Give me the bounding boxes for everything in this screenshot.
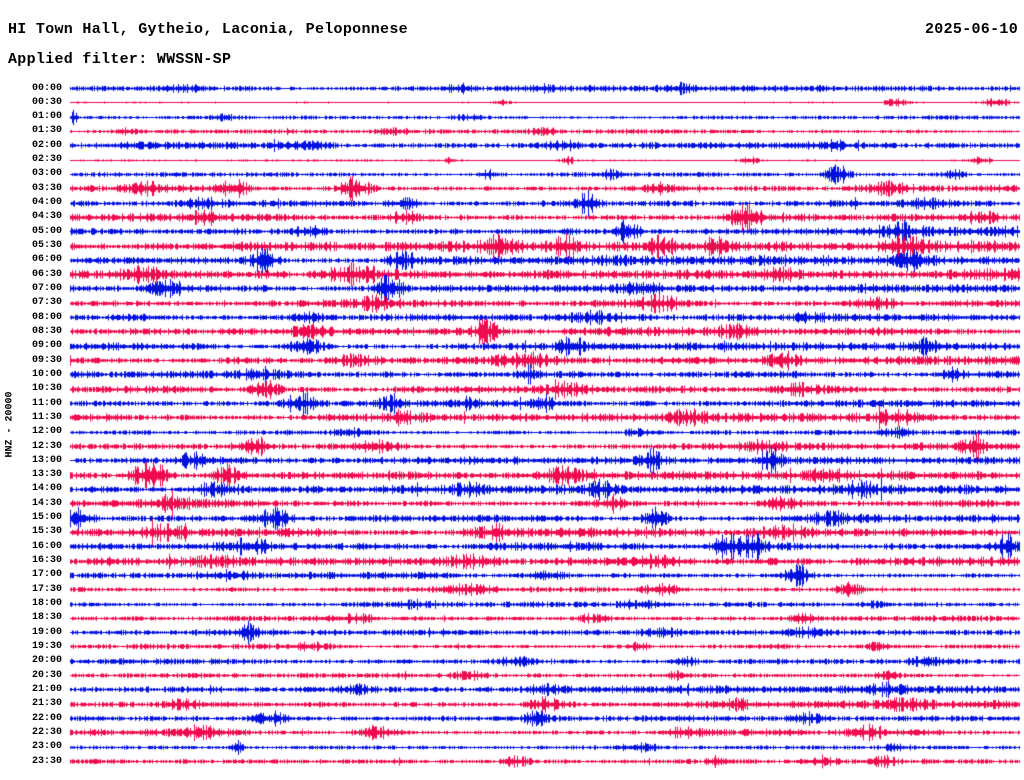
time-label: 16:00	[31, 541, 62, 552]
time-label: 23:30	[31, 756, 62, 767]
time-label: 23:00	[31, 741, 62, 752]
filter-value: WWSSN-SP	[156, 51, 232, 68]
time-label: 20:00	[31, 655, 62, 666]
time-label: 13:30	[31, 469, 62, 480]
time-label: 19:30	[31, 641, 62, 652]
time-label: 08:30	[31, 326, 62, 337]
time-label: 10:30	[31, 383, 62, 394]
time-label: 05:30	[31, 240, 62, 251]
time-label: 07:30	[31, 297, 62, 308]
time-label: 18:00	[31, 598, 62, 609]
time-label: 00:00	[31, 83, 62, 94]
time-label: 17:00	[31, 569, 62, 580]
time-label: 06:30	[31, 269, 62, 280]
time-label: 15:00	[31, 512, 62, 523]
time-label: 02:30	[31, 154, 62, 165]
time-label: 05:00	[31, 226, 62, 237]
time-label: 14:30	[31, 498, 62, 509]
time-label: 04:30	[31, 211, 62, 222]
time-label: 15:30	[31, 526, 62, 537]
time-label: 22:00	[31, 713, 62, 724]
filter-line	[8, 51, 231, 68]
time-label: 11:00	[31, 398, 62, 409]
time-label: 10:00	[31, 369, 62, 380]
time-label: 16:30	[31, 555, 62, 566]
time-label: 13:00	[31, 455, 62, 466]
time-label: 12:00	[31, 426, 62, 437]
time-label: 21:30	[31, 698, 62, 709]
time-label: 03:00	[31, 168, 62, 179]
time-label: 04:00	[31, 197, 62, 208]
time-label: 03:30	[31, 183, 62, 194]
time-label: 06:00	[31, 254, 62, 265]
scale-label: HNZ - 20000	[4, 391, 16, 458]
time-label: 22:30	[31, 727, 62, 738]
time-label: 09:30	[31, 355, 62, 366]
time-label: 14:00	[31, 483, 62, 494]
time-label: 08:00	[31, 312, 62, 323]
time-label: 21:00	[31, 684, 62, 695]
header-row	[8, 21, 1018, 38]
date-label: 2025-06-10	[924, 21, 1018, 38]
time-label: 17:30	[31, 584, 62, 595]
time-label: 09:00	[31, 340, 62, 351]
time-label: 01:30	[31, 125, 62, 136]
time-label: 02:00	[31, 140, 62, 151]
time-label: 19:00	[31, 627, 62, 638]
filter-label: Applied filter:	[8, 51, 157, 68]
station-title: HI Town Hall, Gytheio, Laconia, Peloponnese	[8, 21, 408, 38]
time-label: 01:00	[31, 111, 62, 122]
time-label: 12:30	[31, 441, 62, 452]
time-label: 20:30	[31, 670, 62, 681]
time-label: 18:30	[31, 612, 62, 623]
time-label: 00:30	[31, 97, 62, 108]
time-label: 07:00	[31, 283, 62, 294]
time-label: 11:30	[31, 412, 62, 423]
